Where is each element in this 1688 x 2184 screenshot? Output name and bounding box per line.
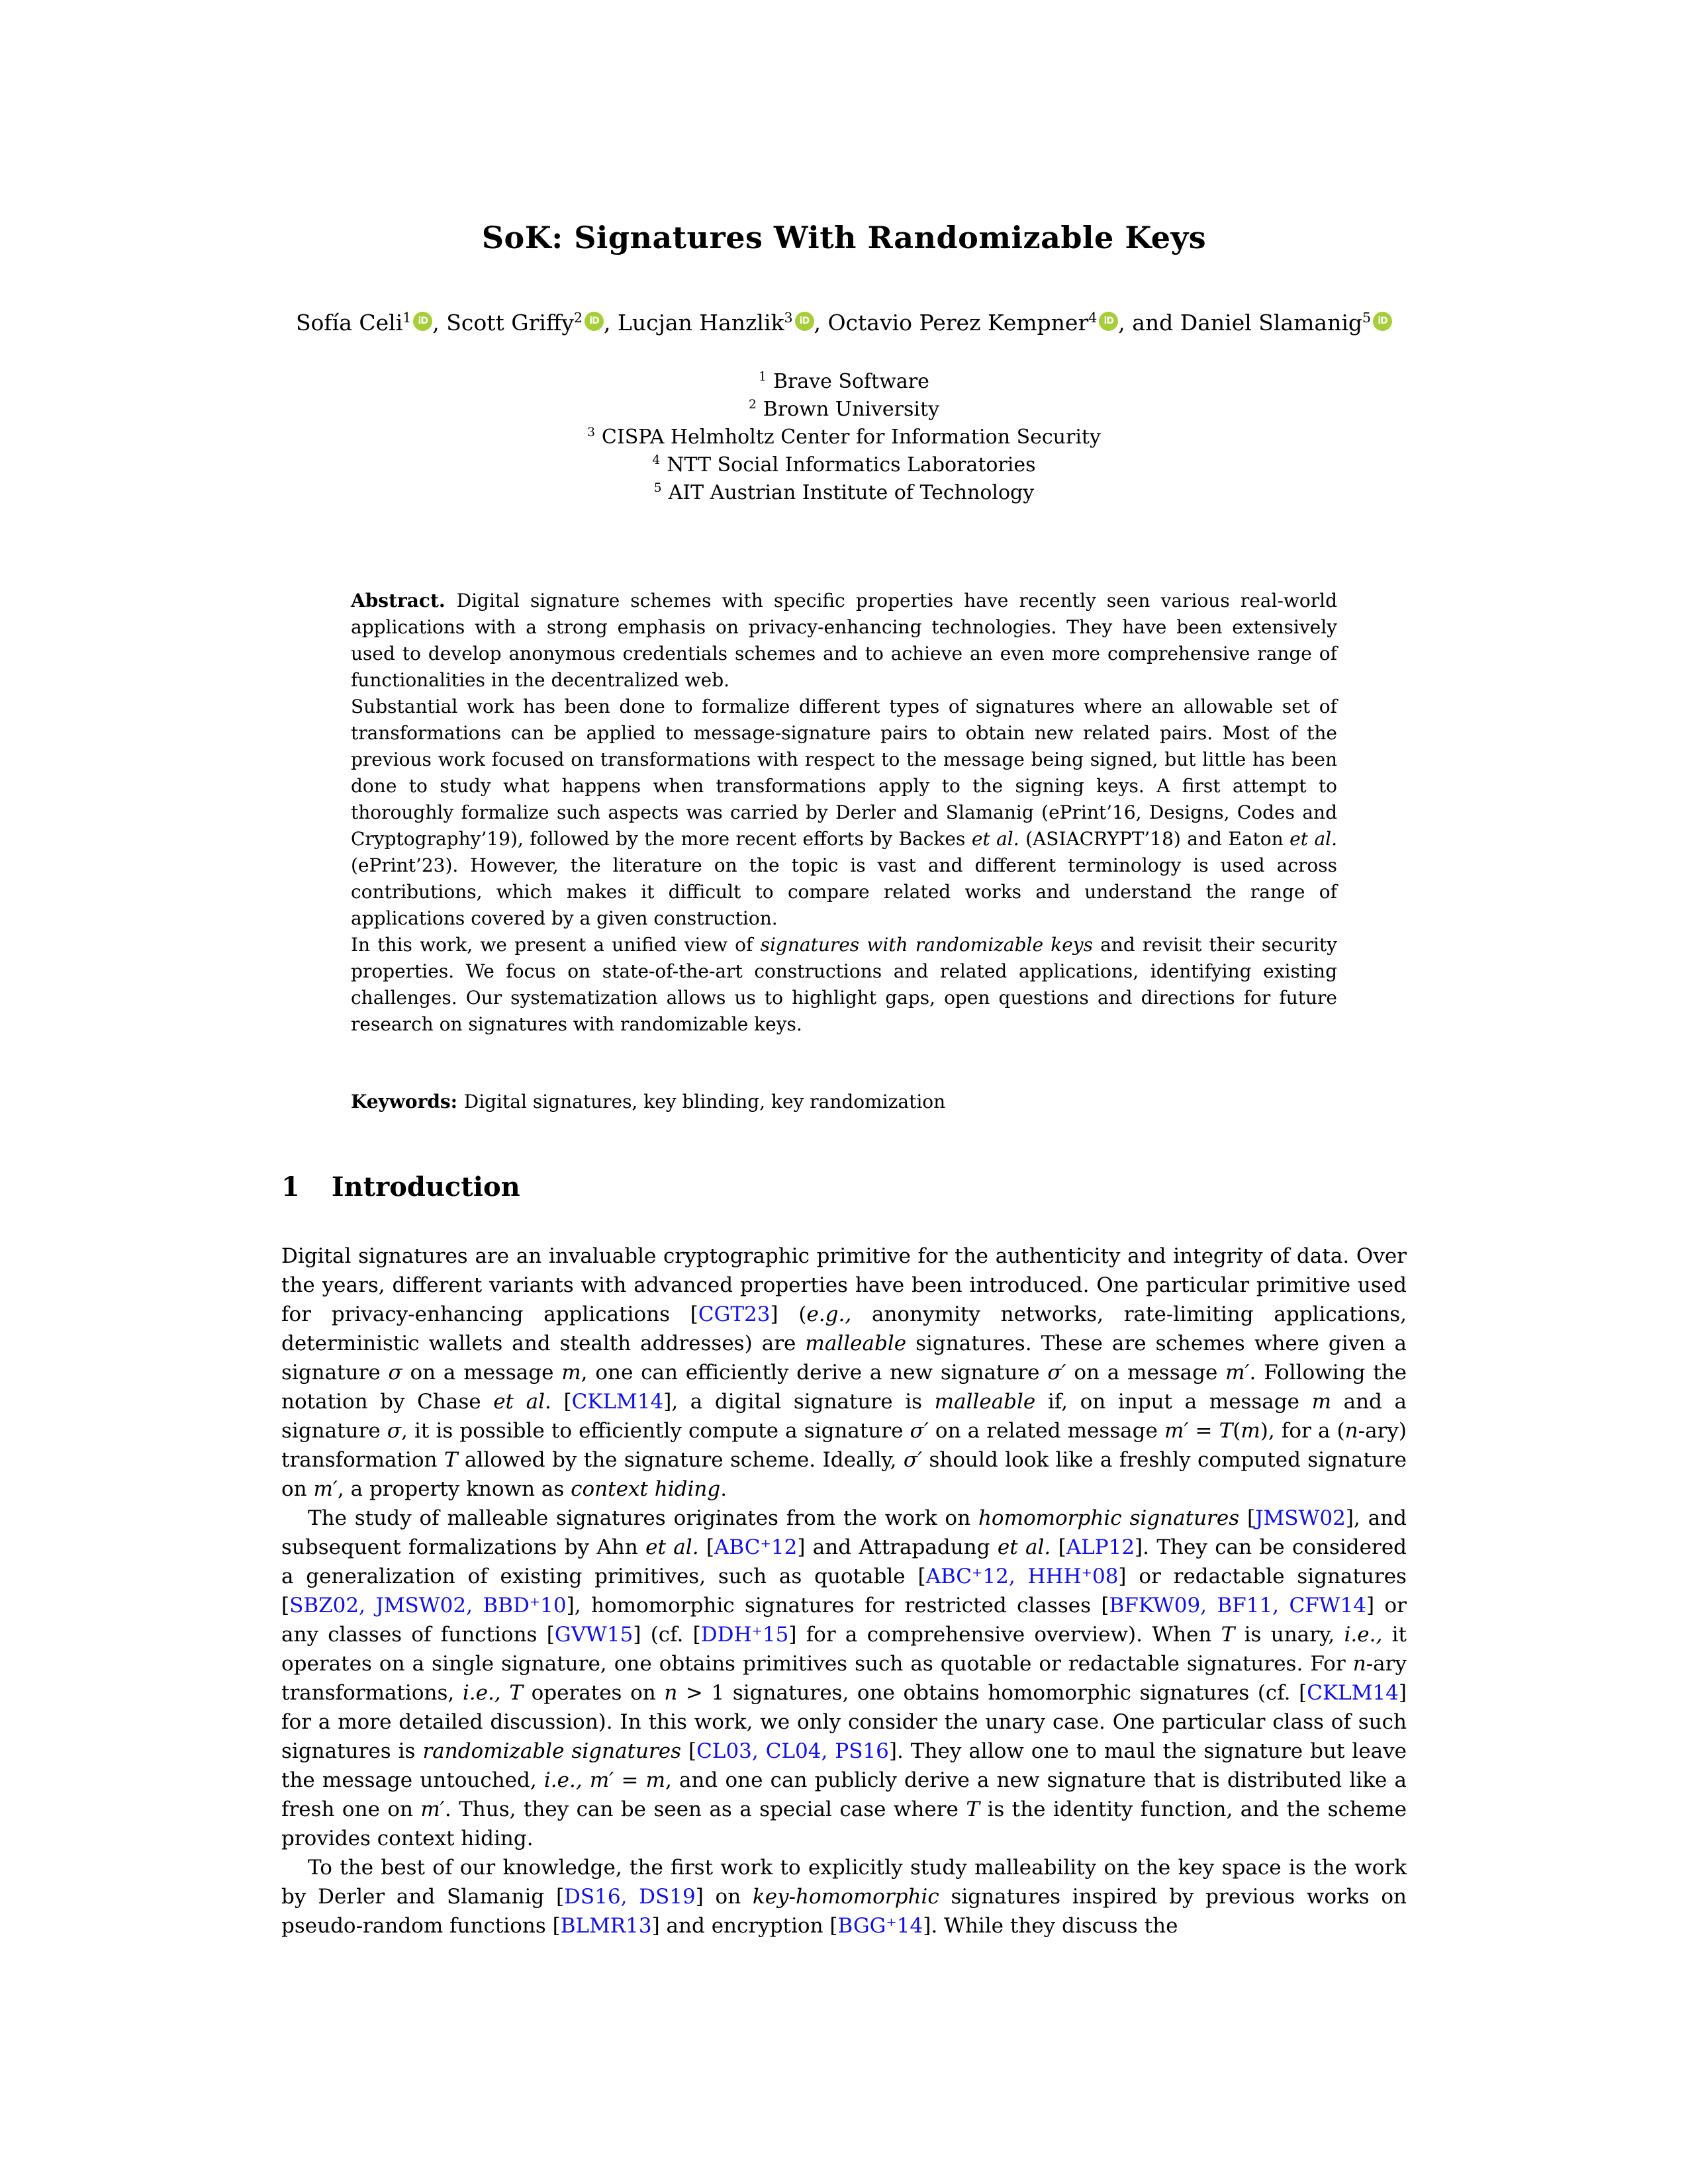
text-segment: ] or any classes of functions [ [281,1594,1407,1647]
text-segment: T [444,1448,458,1472]
affiliation-line [0,479,1688,507]
text-segment: signatures with randomizable keys [760,934,1093,956]
text-segment: , Octavio Perez Kempner [814,310,1089,336]
text-segment: is the identity function, and the scheme provides context hiding. [281,1797,1407,1850]
text-segment: σ [387,1419,401,1443]
body-paragraph [281,1242,1407,1504]
text-segment: Sofía Celi [295,310,403,336]
text-segment [501,1681,510,1705]
text-segment: and a signature [281,1390,1407,1443]
text-segment: To the best of our knowledge, the first work to explicitly study malleability on the key space is the work by Derler and Slamanig [ [281,1856,1407,1909]
text-segment: n [1344,1419,1358,1443]
affiliation-line [0,368,1688,396]
text-segment: is unary, [1235,1623,1344,1647]
orcid-icon[interactable]: iD [1373,312,1392,331]
text-segment: operates on [522,1681,665,1705]
text-segment: [ [1051,1535,1066,1559]
text-segment: ] for a comprehensive overview). When [788,1623,1221,1647]
text-segment: , Scott Griffy [432,310,574,336]
text-segment: m′ [1164,1419,1189,1443]
affiliation-number: 3 [587,426,595,439]
citation-link[interactable]: CGT23 [698,1302,771,1326]
text-segment: key-homomorphic [752,1885,939,1909]
text-segment: [ [681,1739,697,1763]
affiliation-name: Brave Software [773,370,929,393]
text-segment: ] ( [770,1302,807,1326]
text-segment: In this work, we present a unified view of [351,934,761,956]
text-segment: , one can efficiently derive a new signature [581,1361,1048,1385]
text-segment: n [1352,1652,1366,1676]
text-segment: m′ [1225,1361,1250,1385]
text-segment: and revisit their security properties. We focus on state-of-the-art constructions and related applications, identifying existing challenges. Our systematization allows us to highlight gaps, open questions and directions for future research on signatures with randomizable keys. [351,934,1337,1035]
text-segment: ], a digital signature is [663,1390,935,1414]
author-affiliation-number: 2 [574,310,583,326]
author-affiliation-number: 5 [1362,310,1372,326]
citation-link[interactable]: ABC⁺12 [714,1535,798,1559]
text-segment: ] on [695,1885,753,1909]
text-segment: , and one can publicly derive a new signature that is distributed like a fresh one on [281,1768,1407,1821]
text-segment: e.g., [806,1302,852,1326]
text-segment: (ePrint’23). However, the literature on the topic is vast and different terminology is used across contributions, which makes it difficult to compare related works and understand the range of applications covered by a given construction. [351,854,1337,929]
text-segment: Keywords: [351,1091,464,1113]
text-segment: Substantial work has been done to formalize different types of signatures where an allowable set of transformations can be applied to message-signature pairs to obtain new related pairs. Most of the previous work focused on transformations with respect to the message being signed, but little has been done to study what happens when transformations apply to the signing keys. A first attempt to thoroughly formalize such aspects was carried by Derler and Slamanig (ePrint’16, Designs, Codes and Cryptography’19), followed by the more recent efforts by Backes [351,696,1337,850]
author-affiliation-number: 3 [784,310,793,326]
orcid-icon[interactable]: iD [795,312,814,331]
citation-link[interactable]: BGG⁺14 [837,1914,923,1938]
text-segment: et al. [1289,828,1337,850]
text-segment: T [966,1797,980,1821]
affiliation-line [0,396,1688,424]
affiliation-number: 4 [652,453,661,467]
author-line [0,310,1688,336]
text-segment: . [720,1477,727,1501]
text-segment: Digital signatures are an invaluable cryptographic primitive for the authenticity and integrity of data. Over the years, different variants with advanced properties have been introduced. One particular primitive used for privacy-enhancing applications [ [281,1244,1407,1326]
affiliation-line [0,451,1688,479]
abstract-block [351,588,1337,1038]
text-segment [583,1768,590,1792]
citation-link[interactable]: DDH⁺15 [700,1623,789,1647]
text-segment: ]. They allow one to maul the signature but leave the message untouched, [281,1739,1407,1792]
text-segment: m [1241,1419,1260,1443]
text-segment: = [1188,1419,1219,1443]
text-segment: . Thus, they can be seen as a special case where [444,1797,966,1821]
citation-link[interactable]: GVW15 [554,1623,633,1647]
text-segment: σ [388,1361,402,1385]
text-segment: , Lucjan Hanzlik [604,310,784,336]
orcid-icon[interactable]: iD [585,312,604,331]
citation-link[interactable]: CKLM14 [1307,1681,1399,1705]
affiliation-line [0,424,1688,451]
text-segment: ), for a ( [1260,1419,1345,1443]
text-segment: m [1311,1390,1331,1414]
text-segment: m [561,1361,581,1385]
text-segment: it operates on a single signature, one obtains primitives such as quotable or redactable signatures. For [281,1623,1407,1676]
abstract-paragraph [351,588,1337,694]
text-segment: , a property known as [337,1477,571,1501]
text-segment: m′ [313,1477,338,1501]
text-segment: ] for a more detailed discussion). In this work, we only consider the unary case. One particular class of such signatures is [281,1681,1407,1763]
text-segment: malleable [934,1390,1036,1414]
text-segment: [ [1239,1506,1256,1530]
text-segment: The study of malleable signatures originates from the work on [308,1506,978,1530]
text-segment: T [509,1681,523,1705]
affiliation-name: Brown University [763,398,940,421]
text-segment: anonymity networks, rate-limiting applications, deterministic wallets and stealth addresses) are [281,1302,1407,1355]
text-segment: . Following the notation by Chase [281,1361,1407,1414]
citation-link[interactable]: BFKW09, BF11, CFW14 [1109,1594,1366,1617]
citation-link[interactable]: DS16, DS19 [564,1885,696,1909]
affiliation-name: CISPA Helmholtz Center for Information Security [601,426,1101,449]
citation-link[interactable]: SBZ02, JMSW02, BBD⁺10 [289,1594,567,1617]
text-segment: , and Daniel Slamanig [1118,310,1363,336]
text-segment: et al. [645,1535,699,1559]
text-segment: m′ [420,1797,445,1821]
text-segment: > 1 signatures, one obtains homomorphic signatures (cf. [ [677,1681,1307,1705]
introduction-body [281,1242,1407,1940]
text-segment: ]. While they discuss the [923,1914,1178,1938]
author-affiliation-number: 4 [1088,310,1098,326]
text-segment: malleable [805,1332,907,1355]
abstract-paragraph [351,694,1337,932]
text-segment: ] and Attrapadung [797,1535,998,1559]
affiliation-number: 5 [653,481,662,495]
text-segment: homomorphic signatures [978,1506,1240,1530]
text-segment: if, on input a message [1035,1390,1312,1414]
text-segment: allowed by the signature scheme. Ideally, [457,1448,904,1472]
affiliation-name: NTT Social Informatics Laboratories [667,453,1036,477]
text-segment: [ [551,1390,572,1414]
citation-link[interactable]: JMSW02 [1255,1506,1346,1530]
keywords-line [351,1089,1337,1115]
citation-link[interactable]: BLMR13 [560,1914,652,1938]
text-segment: on a message [1066,1361,1226,1385]
text-segment: [ [698,1535,715,1559]
text-segment: et al. [971,828,1019,850]
text-segment: on a message [402,1361,562,1385]
text-segment: i.e., [543,1768,583,1792]
text-segment: T [1219,1419,1233,1443]
orcid-icon[interactable]: iD [413,312,432,331]
text-segment: m′ [589,1768,614,1792]
text-segment: T [1221,1623,1235,1647]
text-segment: σ′ [1047,1361,1066,1385]
author-affiliation-number: 1 [402,310,412,326]
text-segment: ]. They can be considered a generalization of existing primitives, such as quotable [ [281,1535,1407,1588]
citation-link[interactable]: ALP12 [1066,1535,1135,1559]
paper-title: SoK: Signatures With Randomizable Keys [481,220,1207,255]
text-segment: ( [1233,1419,1241,1443]
affiliation-name: AIT Austrian Institute of Technology [668,481,1035,504]
text-segment: on a related message [928,1419,1164,1443]
text-segment: ], and subsequent formalizations by Ahn [281,1506,1407,1559]
text-segment: i.e., [1344,1623,1383,1647]
citation-link[interactable]: CL03, CL04, PS16 [696,1739,889,1763]
orcid-icon[interactable]: iD [1099,312,1118,331]
affiliation-number: 2 [748,398,757,412]
text-segment: ] or redactable signatures [ [281,1565,1407,1617]
text-segment: signatures inspired by previous works on pseudo-random functions [ [281,1885,1407,1938]
body-paragraph [281,1504,1407,1853]
text-segment: σ′ [903,1448,923,1472]
citation-link[interactable]: CKLM14 [571,1390,664,1414]
text-segment: ], homomorphic signatures for restricted classes [ [566,1594,1109,1617]
affiliation-number: 1 [759,370,767,384]
text-segment: -ary) transformation [281,1419,1407,1472]
text-segment: ] and encryption [ [651,1914,838,1938]
citation-link[interactable]: ABC⁺12, HHH⁺08 [925,1565,1119,1588]
text-segment: i.e., [462,1681,501,1705]
text-segment: σ′ [910,1419,929,1443]
text-segment: (ASIACRYPT’18) and Eaton [1019,828,1290,850]
text-segment: m [645,1768,666,1792]
text-segment: ] (cf. [ [633,1623,701,1647]
text-segment: n [664,1681,678,1705]
text-segment: context hiding [571,1477,721,1501]
section-heading [281,1171,1407,1203]
text-segment: Abstract. [351,590,457,612]
text-segment: -ary transformations, [281,1652,1407,1705]
text-segment: should look like a freshly computed signature on [281,1448,1407,1501]
text-segment: = [614,1768,646,1792]
text-segment: Digital signature schemes with specific properties have recently seen various real-world applications with a strong emphasis on privacy-enhancing technologies. They have been extensively used to develop anonymous credentials schemes and to achieve an even more comprehensive range of functionalities in the decentralized web. [351,590,1338,691]
text-segment: signatures. These are schemes where given a signature [281,1332,1407,1385]
section-title: Introduction [331,1171,520,1203]
section-number: 1 [281,1171,300,1203]
text-segment: et al. [997,1535,1051,1559]
body-paragraph [281,1853,1407,1940]
text-segment: , it is possible to efficiently compute a signature [401,1419,910,1443]
abstract-paragraph [351,932,1337,1038]
text-segment: randomizable signatures [422,1739,682,1763]
affiliations-block [0,368,1688,507]
text-segment: et al. [493,1390,551,1414]
text-segment: Digital signatures, key blinding, key randomization [463,1091,946,1113]
